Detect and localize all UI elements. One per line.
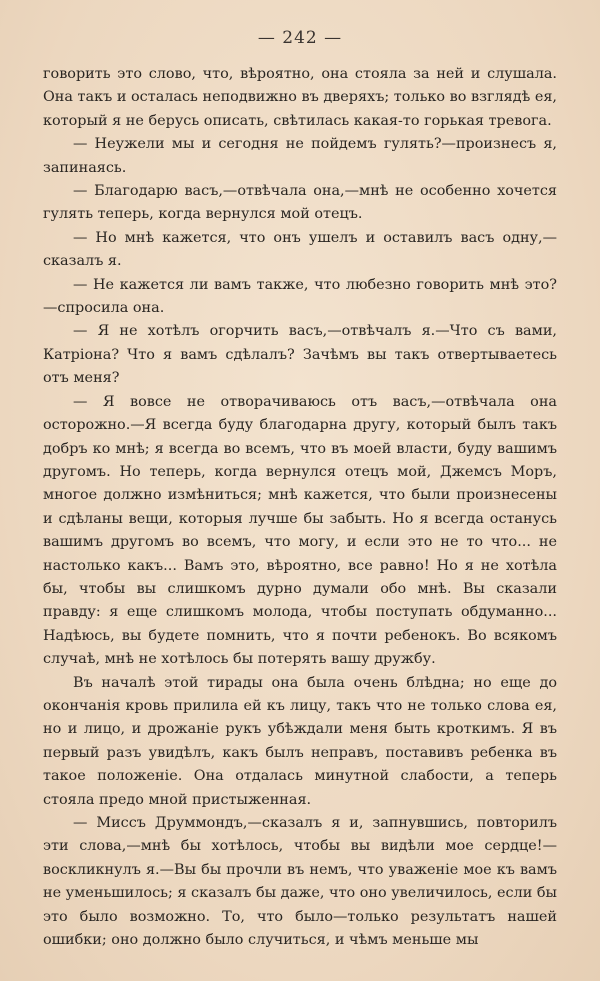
page-number: — 242 — — [257, 28, 343, 48]
paragraph-9: — Миссъ Друммондъ,—сказалъ я и, запнувшись, повторилъ эти слова,—мнѣ бы хотѣлось, чтобы вы видѣли мое сердце!—воскликнулъ я.—Вы бы прочли въ немъ, что уваженіе мое къ вамъ не уменьшилось; я сказалъ бы даже, что оно увеличилось, если бы это было возможно. То, что было—только результатъ нашей ошибки; оно должно было случиться, и чѣмъ меньше мы — [43, 815, 557, 949]
paragraph-4: — Но мнѣ кажется, что онъ ушелъ и оставилъ васъ одну,—сказалъ я. — [43, 229, 557, 270]
paragraph-5: — Не кажется ли вамъ также, что любезно говорить мнѣ это?—спросила она. — [43, 276, 557, 317]
paragraph-8: Въ началѣ этой тирады она была очень блѣдна; но еще до окончанія кровь прилила ей къ лицу, такъ что не только слова ея, но и лицо, и дрожаніе рукъ убѣждали меня быть кроткимъ. Я въ первый разъ увидѣлъ, какъ былъ неправъ, поставивъ ребенка въ такое положеніе. Она отдалась минутной слабости, а теперь стояла предо мной пристыженная. — [43, 674, 557, 808]
paragraph-6: — Я не хотѣлъ огорчить васъ,—отвѣчалъ я.—Что съ вами, Катріона? Что я вамъ сдѣлалъ? Зачѣмъ вы такъ отвертываетесь отъ меня? — [43, 323, 557, 387]
paragraph-3: — Благодарю васъ,—отвѣчала она,—мнѣ не особенно хочется гулять теперь, когда вернулся мой отецъ. — [43, 183, 557, 223]
paragraph-1: говорить это слово, что, вѣроятно, она стояла за ней и слушала. Она такъ и осталась неподвижно въ дверяхъ; только во взглядѣ ея, который я не берусь описать, свѣтилась какая-то горькая тревога. — [43, 66, 557, 129]
paragraph-7: — Я вовсе не отворачиваюсь отъ васъ,—отвѣчала она осторожно.—Я всегда буду благодарна другу, который былъ такъ добръ ко мнѣ; я всегда во всемъ, что въ моей власти, буду вашимъ другомъ. Но теперь, когда вернулся отецъ мой, Джемсъ Моръ, многое должно измѣниться; мнѣ кажется, что были произнесены и сдѣланы вещи, которыя лучше бы забыть. Но я всегда останусь вашимъ другомъ во всемъ, что могу, и если это не то что... не настолько какъ... Вамъ это, вѣроятно, все равно! Но я не хотѣла бы, чтобы вы слишкомъ дурно думали обо мнѣ. Вы сказали правду: я еще слишкомъ молода, чтобы поступать обдуманно... Надѣюсь, вы будете помнить, что я почти ребенокъ. Во всякомъ случаѣ, мнѣ не хотѣлось бы потерять вашу дружбу. — [43, 393, 557, 668]
paragraph-2: — Неужели мы и сегодня не пойдемъ гулять?—произнесъ я, запинаясь. — [43, 136, 557, 176]
body-text — [43, 63, 557, 952]
